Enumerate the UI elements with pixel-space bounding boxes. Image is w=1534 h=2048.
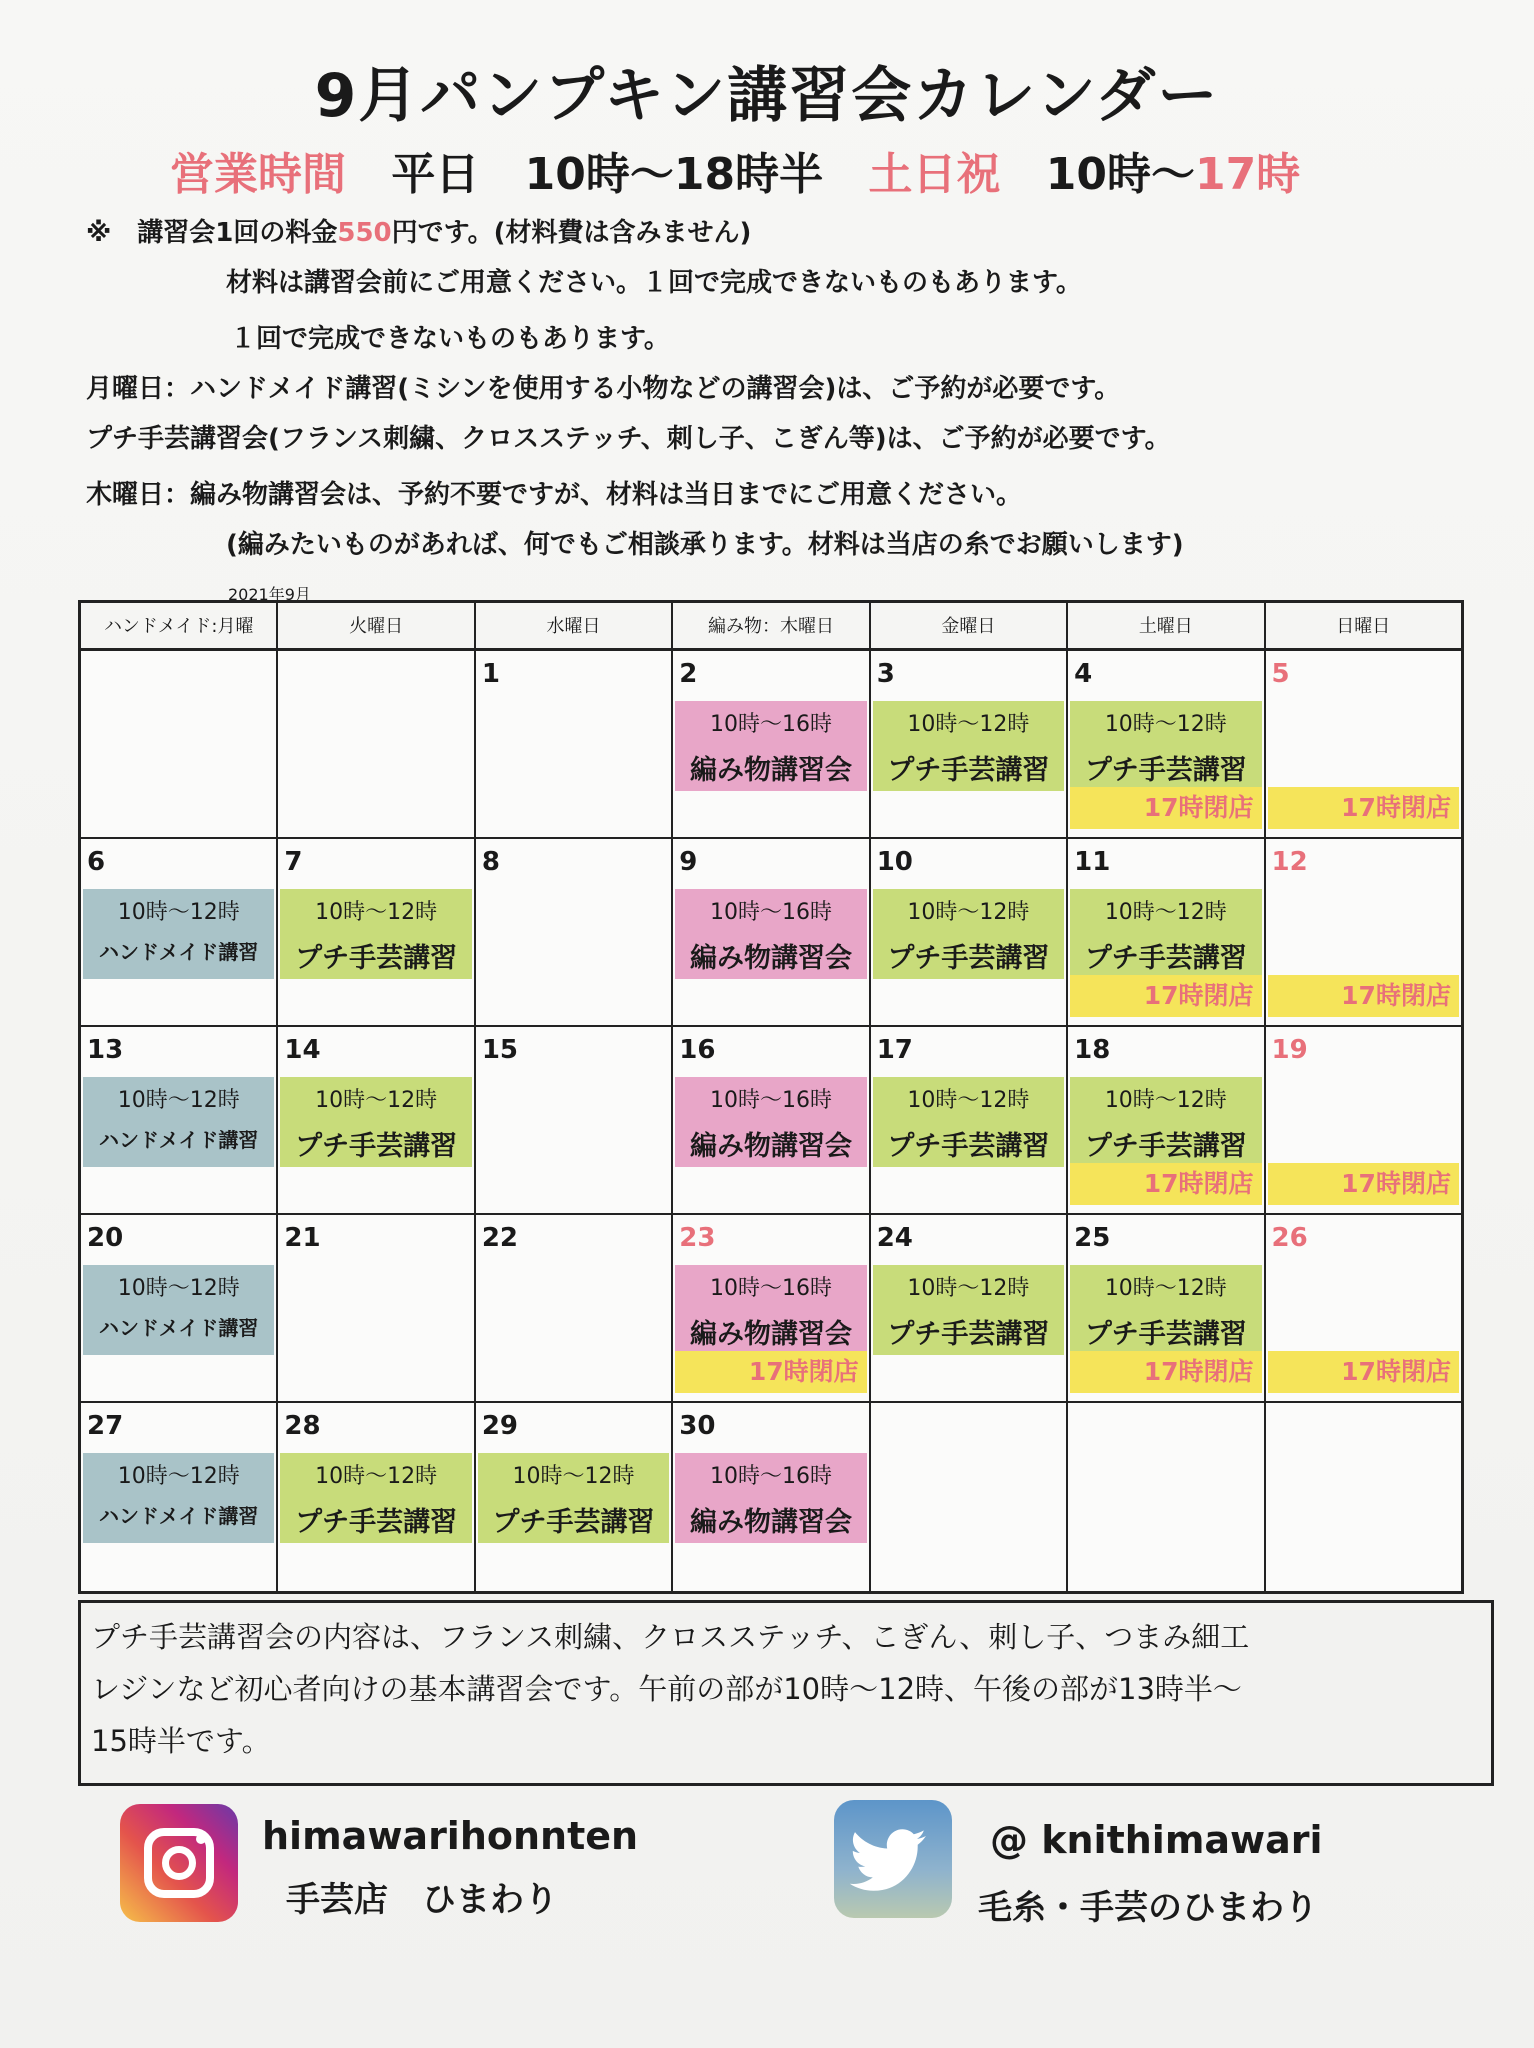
event-time: 10時～12時 (117, 1088, 240, 1113)
class-event (1070, 889, 1261, 979)
weekday-header: 日曜日 (1336, 616, 1391, 637)
event-name: 編み物講習会 (689, 755, 852, 786)
day-number: 30 (679, 1411, 716, 1441)
class-event (478, 1453, 669, 1543)
day-number: 18 (1074, 1035, 1111, 1065)
closing-time-badge: 17時閉店 (1070, 1163, 1261, 1205)
twitter-handle[interactable]: @ knithimawari (990, 1818, 1323, 1862)
calendar-day-cell (673, 1215, 870, 1401)
day-number: 11 (1074, 847, 1111, 877)
event-time: 10時～12時 (117, 1464, 240, 1489)
fee-prefix: ※ 講習会1回の料金 (86, 218, 338, 248)
class-event (873, 889, 1064, 979)
calendar-day-cell (278, 1403, 475, 1591)
note-line-2: 材料は講習会前にご用意ください。１回で完成できないものもあります。 (226, 268, 1082, 298)
day-number: 24 (876, 1223, 913, 1253)
day-number: 23 (679, 1223, 716, 1253)
day-number: 27 (87, 1411, 124, 1441)
event-name: ハンドメイド講習 (99, 1128, 259, 1152)
fee-note (86, 212, 751, 249)
calendar-week-row (81, 1027, 1461, 1215)
event-time: 10時～12時 (1104, 712, 1227, 737)
class-event (873, 701, 1064, 791)
calendar-day-cell (81, 839, 278, 1025)
day-number: 21 (284, 1223, 321, 1253)
event-time: 10時～12時 (1104, 900, 1227, 925)
month-label: 2021年9月 (228, 585, 311, 604)
event-time: 10時～12時 (512, 1464, 635, 1489)
calendar-day-cell (1266, 1027, 1461, 1213)
event-name: プチ手芸講習 (887, 755, 1050, 786)
calendar-day-cell (1068, 651, 1265, 837)
instagram-flash (196, 1834, 206, 1844)
calendar-day-cell (476, 839, 673, 1025)
class-event (873, 1077, 1064, 1167)
class-event (83, 1077, 274, 1167)
day-number: 28 (284, 1411, 321, 1441)
closing-time-badge: 17時閉店 (1268, 975, 1459, 1017)
calendar-day-cell (476, 1215, 673, 1401)
calendar-day-cell (278, 1215, 475, 1401)
weekday-header: 土曜日 (1068, 603, 1265, 648)
event-name: プチ手芸講習 (1084, 1319, 1247, 1350)
twitter-bird-icon (834, 1800, 952, 1918)
note-line-4: 月曜日：ハンドメイド講習(ミシンを使用する小物などの講習会)は、ご予約が必要です。 (86, 374, 1121, 404)
weekday-header: 編み物：木曜日 (673, 603, 870, 648)
note-line-5: プチ手芸講習会(フランス刺繍、クロスステッチ、刺し子、こぎん等)は、ご予約が必要です。 (86, 424, 1171, 454)
event-time: 10時～16時 (709, 712, 832, 737)
event-time: 10時～16時 (709, 1276, 832, 1301)
class-event (83, 1265, 274, 1355)
calendar-day-cell (1266, 651, 1461, 837)
class-event (280, 1453, 471, 1543)
calendar-day-cell (278, 651, 475, 837)
event-name: プチ手芸講習 (492, 1507, 655, 1538)
weekday-header: 水曜日 (476, 603, 673, 648)
footer-description (78, 1600, 1494, 1786)
day-number: 4 (1074, 659, 1093, 689)
calendar-day-cell (476, 1403, 673, 1591)
twitter-icon[interactable] (834, 1800, 952, 1918)
closing-time-badge: 17時閉店 (1070, 787, 1261, 829)
day-number: 5 (1271, 659, 1290, 689)
class-event (280, 1077, 471, 1167)
event-name: プチ手芸講習 (887, 943, 1050, 974)
calendar-day-cell (476, 1027, 673, 1213)
description-line-3: 15時半です。 (91, 1724, 271, 1758)
event-time: 10時～12時 (907, 1276, 1030, 1301)
calendar-day-cell (476, 651, 673, 837)
event-time: 10時～16時 (709, 900, 832, 925)
note-line-7: (編みたいものがあれば、何でもご相談承ります。材料は当店の糸でお願いします) (226, 530, 1184, 560)
event-name: プチ手芸講習 (887, 1319, 1050, 1350)
event-name: プチ手芸講習 (295, 943, 458, 974)
calendar-day-cell (871, 839, 1068, 1025)
business-hours (170, 138, 1420, 202)
day-number: 16 (679, 1035, 716, 1065)
page-title: 9月パンプキン講習会カレンダー (314, 61, 1220, 131)
calendar-day-cell (1266, 839, 1461, 1025)
calendar-day-cell (81, 651, 278, 837)
event-name: 編み物講習会 (689, 1507, 852, 1538)
event-time: 10時～16時 (709, 1464, 832, 1489)
calendar-day-cell (1266, 1215, 1461, 1401)
day-number: 8 (481, 847, 500, 877)
calendar-day-cell (1068, 1403, 1265, 1591)
event-name: プチ手芸講習 (295, 1131, 458, 1162)
instagram-shop-name: 手芸店 ひまわり (286, 1880, 558, 1920)
day-number: 7 (284, 847, 303, 877)
closing-time-badge: 17時閉店 (675, 1351, 866, 1393)
weekday-label: 平日 (391, 149, 480, 200)
instagram-lens (162, 1846, 196, 1880)
weekend-hours-end: 17時 (1195, 149, 1301, 200)
note-line-3: １回で完成できないものもあります。 (230, 324, 670, 354)
event-time: 10時～12時 (907, 1088, 1030, 1113)
calendar-header-row (81, 603, 1461, 651)
day-number: 10 (876, 847, 913, 877)
event-name: 編み物講習会 (689, 943, 852, 974)
class-event (675, 701, 866, 791)
class-event (83, 889, 274, 979)
calendar-week-row (81, 1215, 1461, 1403)
calendar-day-cell (871, 651, 1068, 837)
weekend-hours-start: 10時～ (1045, 149, 1196, 200)
day-number: 13 (87, 1035, 124, 1065)
day-number: 1 (481, 659, 500, 689)
calendar-day-cell (1266, 1403, 1461, 1591)
closing-time-badge: 17時閉店 (1268, 1163, 1459, 1205)
event-name: ハンドメイド講習 (99, 1504, 259, 1528)
day-number: 25 (1074, 1223, 1111, 1253)
event-name: ハンドメイド講習 (99, 1316, 259, 1340)
day-number: 2 (679, 659, 698, 689)
description-line-1: プチ手芸講習会の内容は、フランス刺繍、クロスステッチ、こぎん、刺し子、つまみ細工 (91, 1620, 1250, 1654)
class-event (675, 1265, 866, 1355)
event-time: 10時～12時 (117, 1276, 240, 1301)
closing-time-badge: 17時閉店 (1268, 787, 1459, 829)
instagram-icon[interactable] (120, 1804, 238, 1922)
event-name: プチ手芸講習 (1084, 943, 1247, 974)
calendar-day-cell (673, 1403, 870, 1591)
event-time: 10時～12時 (1104, 1088, 1227, 1113)
calendar-week-row (81, 839, 1461, 1027)
class-event (873, 1265, 1064, 1355)
day-number: 26 (1271, 1223, 1308, 1253)
event-name: プチ手芸講習 (887, 1131, 1050, 1162)
calendar-grid (78, 600, 1464, 1594)
day-number: 17 (876, 1035, 913, 1065)
weekday-header: 金曜日 (871, 603, 1068, 648)
calendar-day-cell (673, 651, 870, 837)
calendar-week-row (81, 1403, 1461, 1591)
calendar-week-row (81, 651, 1461, 839)
calendar-day-cell (278, 1027, 475, 1213)
event-time: 10時～16時 (709, 1088, 832, 1113)
event-time: 10時～12時 (315, 1088, 438, 1113)
calendar-day-cell (1068, 839, 1265, 1025)
instagram-handle[interactable]: himawarihonnten (262, 1814, 639, 1858)
note-line-6: 木曜日：編み物講習会は、予約不要ですが、材料は当日までにご用意ください。 (86, 480, 1023, 510)
calendar-day-cell (81, 1215, 278, 1401)
day-number: 19 (1271, 1035, 1308, 1065)
fee-suffix: 円です。(材料費は含みません) (391, 218, 752, 248)
day-number: 12 (1271, 847, 1308, 877)
event-time: 10時～12時 (117, 900, 240, 925)
event-name: 編み物講習会 (689, 1319, 852, 1350)
day-number: 6 (87, 847, 106, 877)
day-number: 29 (481, 1411, 519, 1441)
class-event (675, 1077, 866, 1167)
event-time: 10時～12時 (907, 712, 1030, 737)
calendar-day-cell (81, 1027, 278, 1213)
day-number: 3 (876, 659, 895, 689)
calendar-day-cell (673, 1027, 870, 1213)
calendar-day-cell (673, 839, 870, 1025)
twitter-shop-name: 毛糸・手芸のひまわり (978, 1888, 1318, 1928)
class-event (280, 889, 471, 979)
class-event (1070, 701, 1261, 791)
class-event (83, 1453, 274, 1543)
calendar-day-cell (871, 1027, 1068, 1213)
calendar-day-cell (1068, 1215, 1265, 1401)
day-number: 15 (481, 1035, 519, 1065)
event-name: プチ手芸講習 (1084, 755, 1247, 786)
event-name: ハンドメイド講習 (99, 940, 259, 964)
calendar-day-cell (278, 839, 475, 1025)
event-time: 10時～12時 (1104, 1276, 1227, 1301)
event-name: 編み物講習会 (689, 1131, 852, 1162)
calendar-day-cell (871, 1403, 1068, 1591)
hours-label: 営業時間 (170, 149, 346, 200)
closing-time-badge: 17時閉店 (1268, 1351, 1459, 1393)
event-name: プチ手芸講習 (1084, 1131, 1247, 1162)
day-number: 22 (481, 1223, 519, 1253)
class-event (1070, 1077, 1261, 1167)
description-line-2: レジンなど初心者向けの基本講習会です。午前の部が10時～12時、午後の部が13時半～ (91, 1672, 1242, 1706)
day-number: 14 (284, 1035, 321, 1065)
closing-time-badge: 17時閉店 (1070, 1351, 1261, 1393)
calendar-day-cell (81, 1403, 278, 1591)
weekday-header: ハンドメイド:月曜 (81, 603, 278, 648)
event-time: 10時～12時 (907, 900, 1030, 925)
class-event (1070, 1265, 1261, 1355)
event-time: 10時～12時 (315, 900, 438, 925)
weekend-label: 土日祝 (868, 149, 1001, 200)
day-number: 20 (87, 1223, 124, 1253)
event-name: プチ手芸講習 (295, 1507, 458, 1538)
weekday-header: 火曜日 (278, 603, 475, 648)
fee-amount: 550 (337, 218, 392, 248)
calendar-day-cell (1068, 1027, 1265, 1213)
class-event (675, 889, 866, 979)
event-time: 10時～12時 (315, 1464, 438, 1489)
closing-time-badge: 17時閉店 (1070, 975, 1261, 1017)
calendar-day-cell (871, 1215, 1068, 1401)
weekday-hours: 10時～18時半 (524, 149, 824, 200)
day-number: 9 (679, 847, 698, 877)
class-event (675, 1453, 866, 1543)
